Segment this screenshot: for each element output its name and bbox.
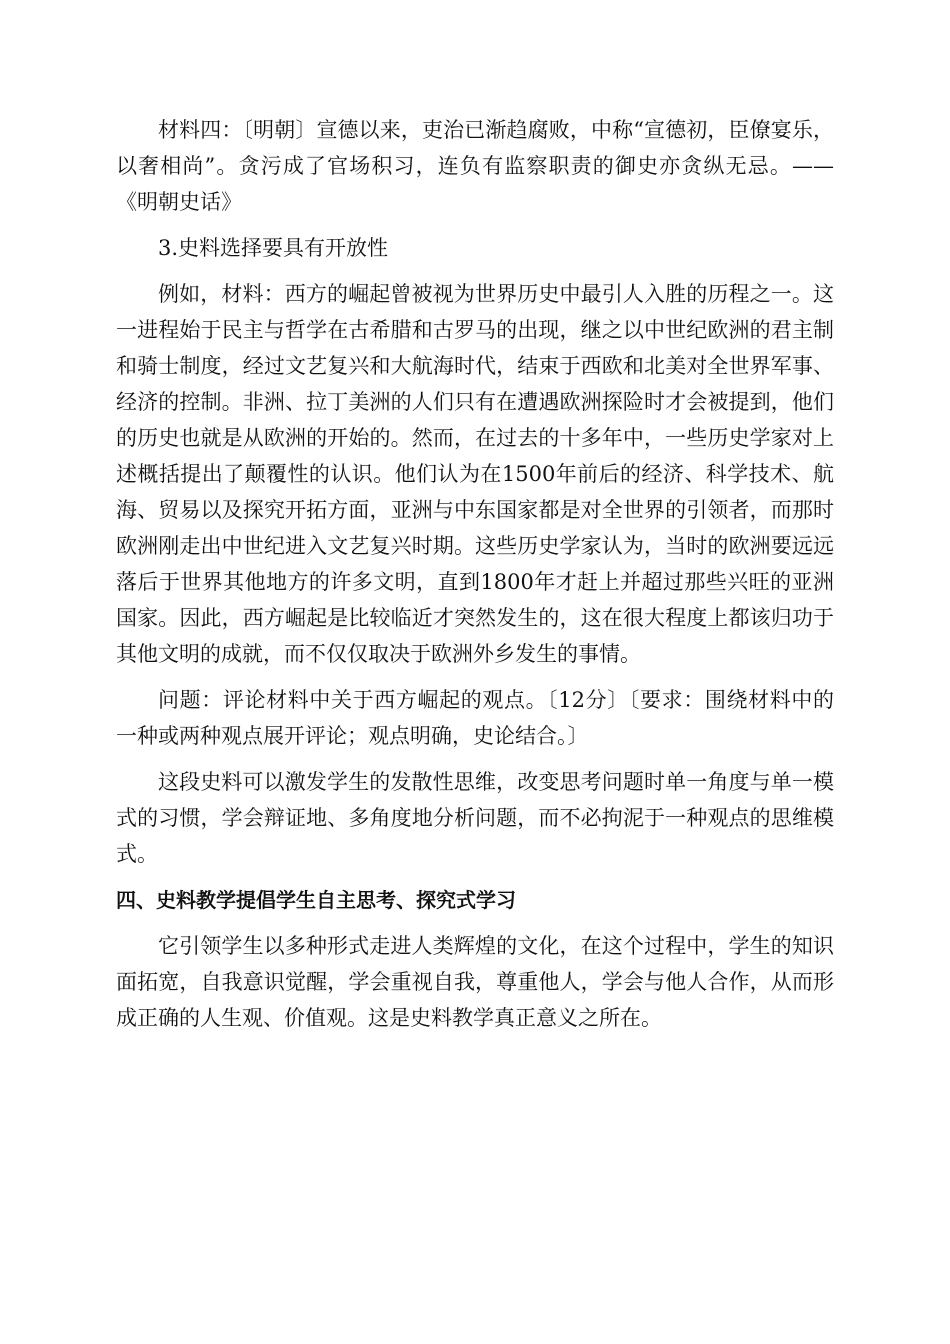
section-four-heading: 四、史料教学提倡学生自主思考、探究式学习 (116, 888, 516, 912)
material-four-paragraph: 材料四：〔明朝〕宣德以来，吏治已渐趋腐败，中称“宣德初，臣僚宴乐，以奢相尚”。贪污成了官场积习，连负有监察职责的御史亦贪纵无忌。——《明朝史话》 (116, 118, 834, 214)
question-paragraph: 问题：评论材料中关于西方崛起的观点。〔12分〕〔要求：围绕材料中的一种或两种观点展开评论；观点明确，史论结合。〕 (116, 688, 834, 748)
subheading-open-selection: 3.史料选择要具有开放性 (158, 236, 389, 260)
analysis-paragraph: 这段史料可以激发学生的发散性思维，改变思考问题时单一角度与单一模式的习惯，学会辩证地、多角度地分析问题，而不必拘泥于一种观点的思维模式。 (116, 770, 834, 866)
example-material-paragraph: 例如，材料：西方的崛起曾被视为世界历史中最引人入胜的历程之一。这一进程始于民主与哲学在古希腊和古罗马的出现，继之以中世纪欧洲的君主制和骑士制度，经过文艺复兴和大航海时代，结束于西欧和北美对全世界军事、经济的控制。非洲、拉丁美洲的人们只有在遭遇欧洲探险时才会被提到，他们的历史也就是从欧洲的开始的。然而，在过去的十多年中，一些历史学家对上述概括提出了颠覆性的认识。他们认为在1500年前后的经济、科学技术、航海、贸易以及探究开拓方面，亚洲与中东国家都是对全世界的引领者，而那时欧洲刚走出中世纪进入文艺复兴时期。这些历史学家认为，当时的欧洲要远远落后于世界其他地方的许多文明，直到1800年才赶上并超过那些兴旺的亚洲国家。因此，西方崛起是比较临近才突然发生的，这在很大程度上都该归功于其他文明的成就，而不仅仅取决于欧洲外乡发生的事情。 (116, 282, 834, 666)
closing-paragraph: 它引领学生以多种形式走进人类辉煌的文化，在这个过程中，学生的知识面拓宽，自我意识觉醒，学会重视自我，尊重他人，学会与他人合作，从而形成正确的人生观、价值观。这是史料教学真正意义之所在。 (116, 934, 834, 1030)
document-page (116, 112, 834, 1036)
